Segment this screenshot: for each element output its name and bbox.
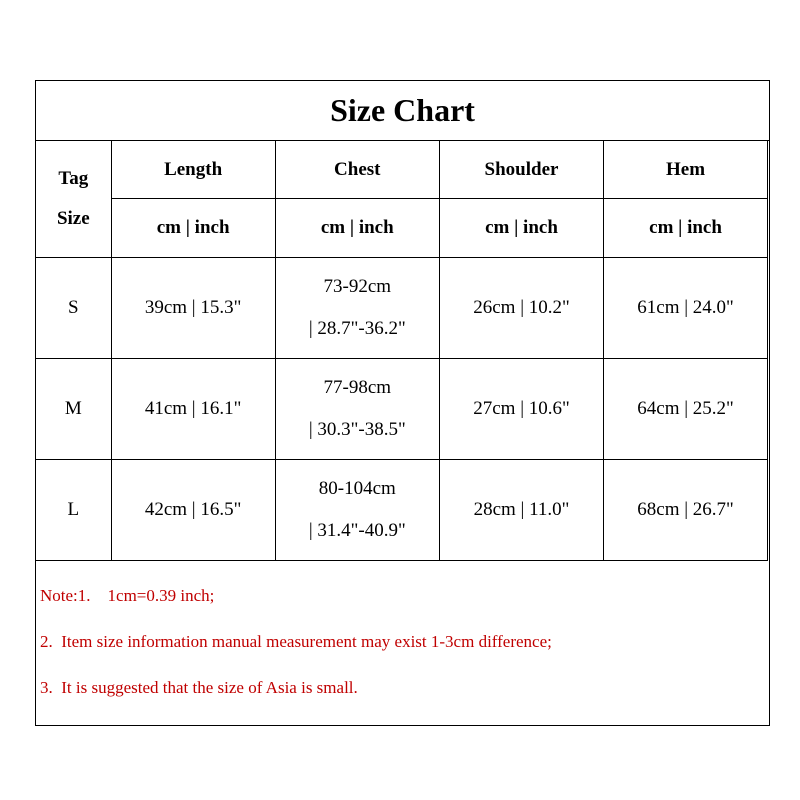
chest-inch: | 31.4"-40.9" [308, 520, 406, 541]
shoulder-cell: 26cm | 10.2" [439, 258, 603, 359]
table-row [36, 460, 768, 561]
length-cell: 42cm | 16.5" [111, 460, 275, 561]
unit-length: cm | inch [111, 199, 275, 258]
size-label: Size [56, 208, 90, 229]
chest-inch: | 30.3"-38.5" [308, 419, 406, 440]
tag-size-header [36, 141, 112, 258]
chest-cm: 77-98cm [323, 377, 392, 398]
shoulder-cell: 27cm | 10.6" [439, 359, 603, 460]
note-line-3: 3. It is suggested that the size of Asia is small. [40, 678, 358, 697]
unit-row [36, 199, 768, 258]
unit-hem: cm | inch [604, 199, 768, 258]
notes-section [36, 561, 769, 725]
length-cell: 41cm | 16.1" [111, 359, 275, 460]
chest-cm: 73-92cm [323, 276, 392, 297]
note-line-1: Note:1. 1cm=0.39 inch; [40, 586, 215, 605]
header-row [36, 141, 768, 199]
note-line-2: 2. Item size information manual measurement may exist 1-3cm difference; [40, 632, 552, 651]
chest-inch: | 28.7"-36.2" [308, 318, 406, 339]
length-cell: 39cm | 15.3" [111, 258, 275, 359]
column-header-hem: Hem [604, 141, 768, 199]
column-header-shoulder: Shoulder [439, 141, 603, 199]
table-row [36, 359, 768, 460]
size-cell: M [36, 359, 112, 460]
size-table [35, 140, 768, 561]
unit-shoulder: cm | inch [439, 199, 603, 258]
unit-chest: cm | inch [275, 199, 439, 258]
hem-cell: 68cm | 26.7" [604, 460, 768, 561]
chest-cell [275, 258, 439, 359]
hem-cell: 61cm | 24.0" [604, 258, 768, 359]
column-header-chest: Chest [275, 141, 439, 199]
hem-cell: 64cm | 25.2" [604, 359, 768, 460]
chest-cell [275, 460, 439, 561]
chest-cm: 80-104cm [318, 478, 396, 499]
shoulder-cell: 28cm | 11.0" [439, 460, 603, 561]
column-header-length: Length [111, 141, 275, 199]
chart-title: Size Chart [36, 81, 769, 141]
size-cell: L [36, 460, 112, 561]
size-chart [35, 80, 770, 726]
chest-cell [275, 359, 439, 460]
tag-label: Tag [58, 168, 89, 189]
table-row [36, 258, 768, 359]
size-cell: S [36, 258, 112, 359]
